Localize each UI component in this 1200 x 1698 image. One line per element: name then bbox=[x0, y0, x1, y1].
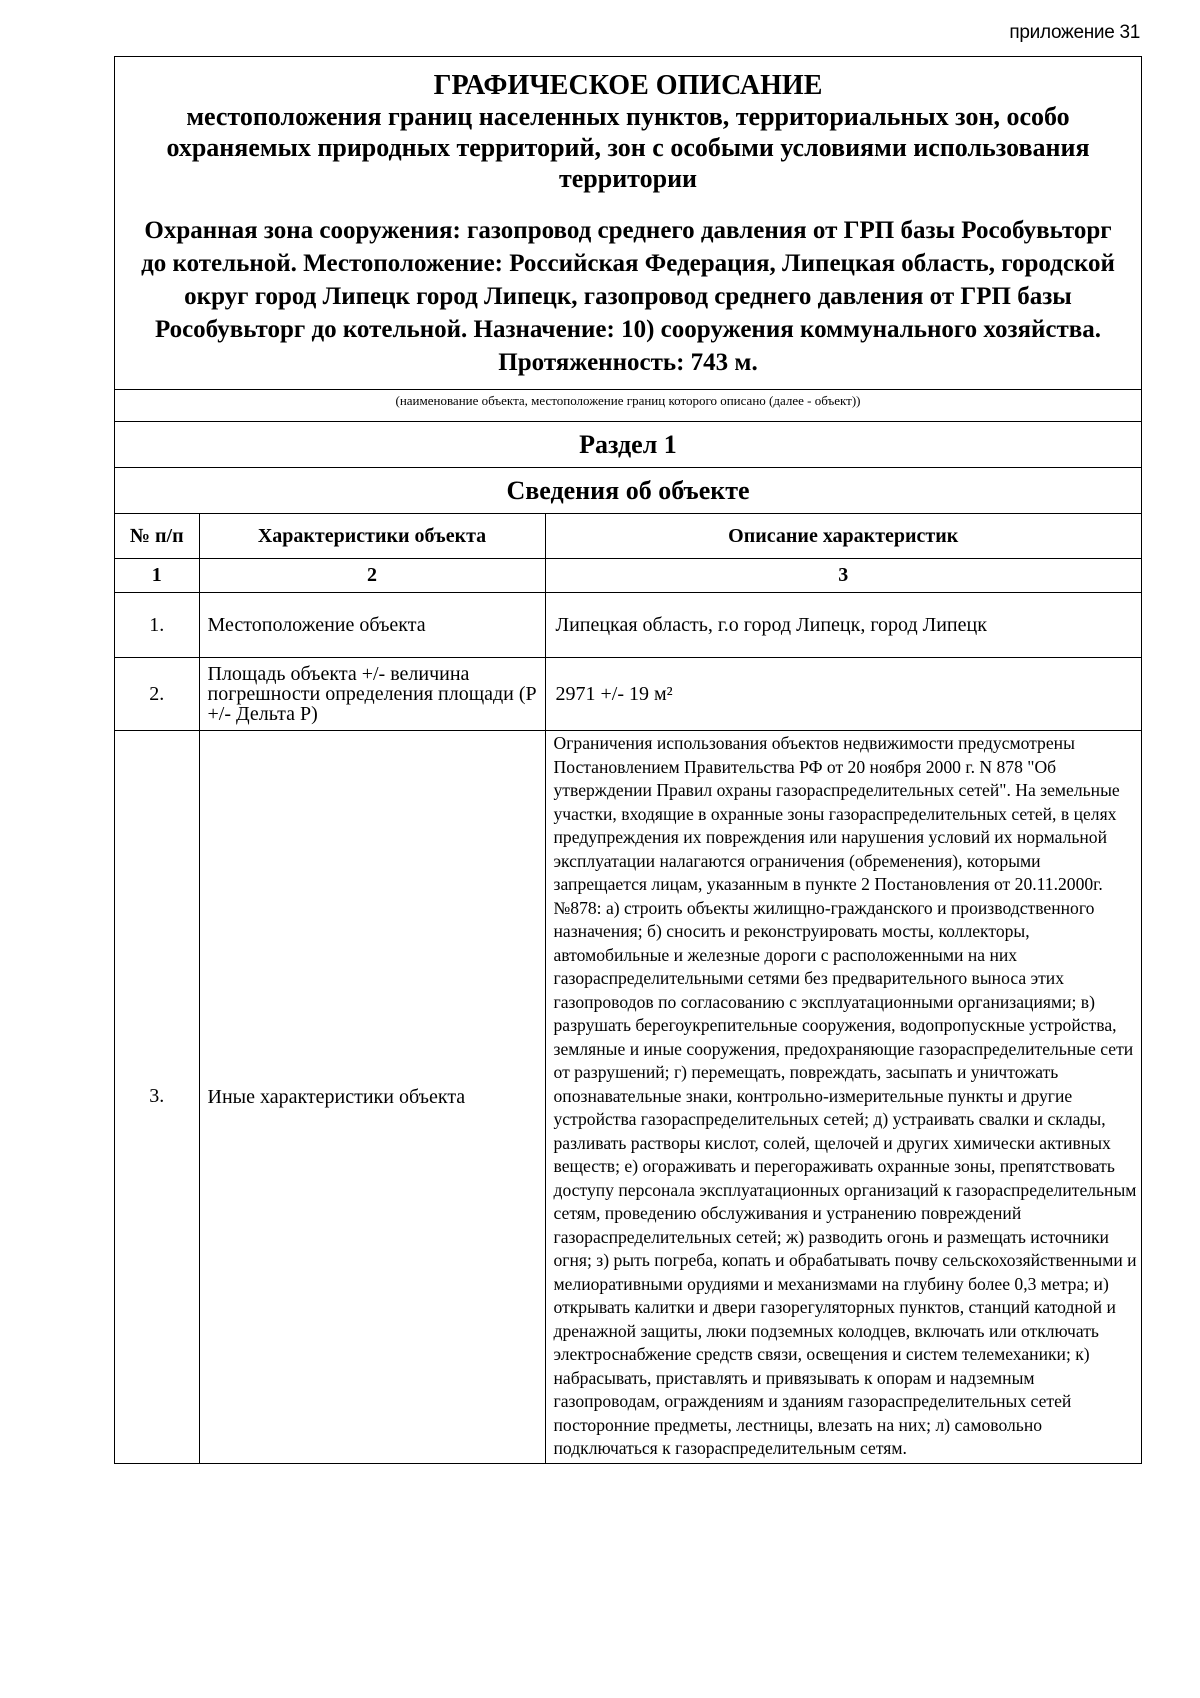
object-caption: (наименование объекта, местоположение границ которого описано (далее - объект)) bbox=[115, 389, 1141, 422]
section-subtitle: Сведения об объекте bbox=[115, 468, 1141, 514]
table-row bbox=[115, 658, 1141, 731]
column-number: 3 bbox=[545, 559, 1141, 593]
row-description: Липецкая область, г.о город Липецк, город Липецк bbox=[545, 593, 1141, 658]
column-header-description: Описание характеристик bbox=[545, 514, 1141, 559]
column-header-number: № п/п bbox=[115, 514, 199, 559]
row-number: 2. bbox=[115, 658, 199, 731]
column-number: 2 bbox=[199, 559, 545, 593]
column-number: 1 bbox=[115, 559, 199, 593]
section-title: Раздел 1 bbox=[115, 422, 1141, 468]
object-info-table bbox=[115, 514, 1141, 1463]
appendix-label: приложение 31 bbox=[1009, 22, 1140, 43]
column-number-row bbox=[115, 559, 1141, 593]
table-row bbox=[115, 593, 1141, 658]
table-header-row bbox=[115, 514, 1141, 559]
table-row bbox=[115, 731, 1141, 1463]
document-sheet bbox=[114, 56, 1142, 1464]
document-title: ГРАФИЧЕСКОЕ ОПИСАНИЕ bbox=[433, 70, 823, 101]
document-subtitle: местоположения границ населенных пунктов, территориальных зон, особо охраняемых природных территорий, зон с особыми условиями использования территории bbox=[166, 102, 1090, 193]
row-description: Ограничения использования объектов недвижимости предусмотрены Постановлением Правительства РФ от 20 ноября 2000 г. N 878 "Об утверждении Правил охраны газораспределительных сетей". На земельные участки, входящие в охранные зоны газораспределительных сетей, в целях предупреждения их повреждения или нарушения условий их нормальной эксплуатации налагаются ограничения (обременения), которыми запрещается лицам, указанным в пункте 2 Постановления от 20.11.2000г. №878: а) строить объекты жилищно-гражданского и производственного назначения; б) сносить и реконструировать мосты, коллекторы, автомобильные и железные дороги с расположенными на них газораспределительными сетями без предварительного выноса этих газопроводов по согласованию с эксплуатационными организациями; в) разрушать берегоукрепительные сооружения, водопропускные устройства, земляные и иные сооружения, предохраняющие газораспределительные сети от разрушений; г) перемещать, повреждать, засыпать и уничтожать опознавательные знаки, контрольно-измерительные пункты и другие устройства газораспределительных сетей; д) устраивать свалки и склады, разливать растворы кислот, солей, щелочей и других химически активных веществ; е) огораживать и перегораживать охранные зоны, препятствовать доступу персонала эксплуатационных организаций к газораспределительным сетям, проведению обслуживания и устранению повреждений газораспределительных сетей; ж) разводить огонь и размещать источники огня; з) рыть погреба, копать и обрабатывать почву сельскохозяйственными и мелиоративными орудиями и механизмами на глубину более 0,3 метра; и) открывать калитки и двери газорегуляторных пунктов, станций катодной и дренажной защиты, люки подземных колодцев, включать или отключать электроснабжение средств связи, освещения и систем телемеханики; к) набрасывать, приставлять и привязывать к опорам и надземным газопроводам, ограждениям и зданиям газораспределительных сетей посторонние предметы, лестницы, влезать на них; л) самовольно подключаться к газораспределительным сетям. bbox=[545, 731, 1141, 1463]
row-characteristic: Местоположение объекта bbox=[199, 593, 545, 658]
row-description: 2971 +/- 19 м² bbox=[545, 658, 1141, 731]
column-header-characteristic: Характеристики объекта bbox=[199, 514, 545, 559]
row-number: 1. bbox=[115, 593, 199, 658]
row-number: 3. bbox=[115, 731, 199, 1463]
row-characteristic: Иные характеристики объекта bbox=[199, 731, 545, 1463]
row-characteristic: Площадь объекта +/- величина погрешности определения площади (P +/- Дельта P) bbox=[199, 658, 545, 731]
object-name: Охранная зона сооружения: газопровод среднего давления от ГРП базы Рособувьторг до котельной. Местоположение: Российская Федерация, Липецкая область, городской округ город Липецк город Липецк, газопровод среднего давления от ГРП базы Рособувьторг до котельной. Назначение: 10) сооружения коммунального хозяйства. Протяженность: 743 м. bbox=[141, 217, 1115, 376]
document-header bbox=[115, 57, 1141, 389]
